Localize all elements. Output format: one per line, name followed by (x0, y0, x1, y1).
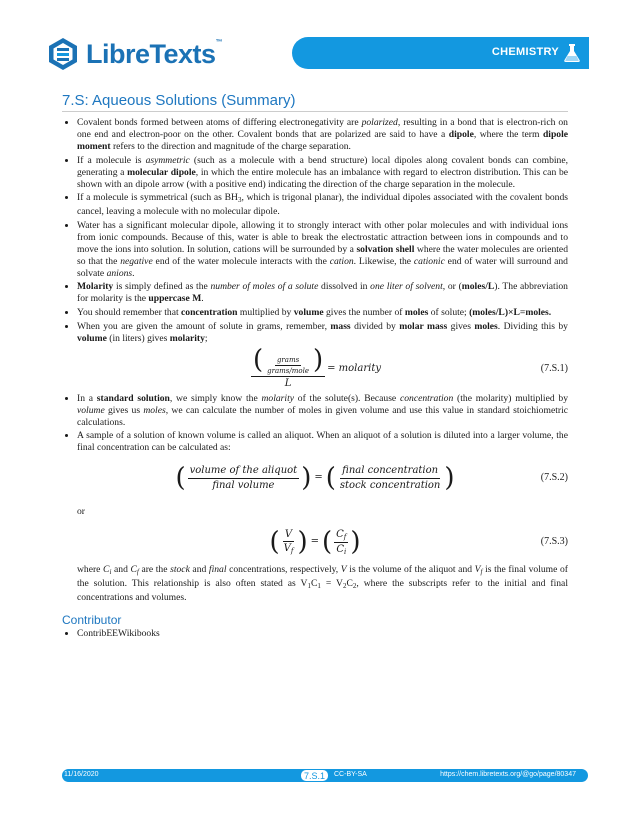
summary-bullet: • If a molecule is symmetrical (such as $BH_3$, which is trigonal planar), the individual dipoles associated with the covalent bonds cancel, leaving a molecule with no molecular dipole. (77, 192, 568, 218)
summary-bullet: • Covalent bonds formed between atoms of differing electronegativity are polarized, resulting in a bond that is electron-rich on one end and electron-poor on the other. Covalent bonds that are polarized are said to have a dipole, where the term dipole moment refers to the direction and magnitude of the charge separation. (77, 117, 568, 153)
equation-number: (7.S.1) (540, 362, 568, 374)
equation-7-S-3: ( $\frac{V}{V_f}$ ) = ( $\frac{C_f}{C_i}$ ) (7.S.3) (269, 527, 568, 558)
equation-7-S-1 (62, 347, 568, 391)
library-label: CHEMISTRY (491, 46, 559, 58)
footer-url-link[interactable]: https://chem.libretexts.org/@go/page/80347 (440, 771, 576, 778)
equation-number: (7.S.3) (540, 536, 568, 548)
equation-7-S-2: ( $\frac{\text{volume of the aliquot}}{\text{final volume}}$ ) = ( $\frac{\text{final concentration}}{\text{stock concentration}}$ ) (7.S.2) (175, 463, 568, 494)
library-banner[interactable] (292, 37, 589, 69)
summary-list-continued (62, 393, 568, 455)
page-header (0, 0, 630, 92)
eq1-rhs: = molarity (327, 362, 381, 374)
contributor-list (62, 628, 568, 640)
eq1-fraction: ( $\frac{\text{grams}}{\text{grams/mole}}$ ) L (252, 345, 324, 390)
footer-date: 11/16/2020 (64, 771, 99, 778)
closing-paragraph: where $C_i$ and $C_f$ are the stock and final concentrations, respectively, V is the volume of the aliquot and $V_f$ is the final volume of the solution. This relationship is also often stated as $V_1C_1 = V_2C_2$, where the subscripts refer to the initial and final concentrations and volumes. (77, 564, 568, 604)
summary-bullet: • A sample of a solution of known volume is called an aliquot. When an aliquot of a solution is diluted into a larger volume, the final concentration can be calculated as: (77, 430, 568, 454)
page-title: 7.S: Aqueous Solutions (Summary) (62, 92, 296, 109)
page-footer (62, 769, 588, 782)
summary-bullet: • If a molecule is asymmetric (such as a molecule with a bend structure) local dipoles along covalent bonds can combine, generating a molecular dipole, in which the entire molecule has an imbalance with regard to electron distribution. This can be shown with an dipole arrow (with a positive end) indicating the direction of the charge separation in the molecule. (77, 155, 568, 191)
summary-bullet: • Molarity is simply defined as the number of moles of a solute dissolved in one liter of solvent, or (moles/L). The abbreviation for molarity is the uppercase M. (77, 281, 568, 305)
summary-list (62, 117, 568, 345)
title-divider (62, 111, 568, 112)
footer-page-number: 7.S.1 (300, 769, 329, 782)
logo-text: LibreTexts™ (86, 38, 223, 69)
footer-license[interactable]: CC-BY-SA (334, 771, 367, 778)
summary-bullet: • When you are given the amount of solute in grams, remember, mass divided by molar mass gives moles. Dividing this by volume (in liters) gives molarity; (77, 321, 568, 345)
equation-number: (7.S.2) (540, 472, 568, 484)
summary-bullet: • You should remember that concentration multiplied by volume gives the number of moles of solute; (moles/L)×L=moles. (77, 307, 568, 319)
or-text: or (77, 506, 85, 518)
contributor-item[interactable]: • ContribEEWikibooks (77, 628, 568, 640)
page-content (62, 117, 568, 642)
summary-bullet: • In a standard solution, we simply know the molarity of the solute(s). Because concentration (the molarity) multiplied by volume gives us moles, we can calculate the number of moles in given volume and use this value in standard stoichiometric calculations. (77, 393, 568, 429)
libretexts-logo-icon (46, 37, 80, 71)
flask-icon (563, 43, 581, 63)
summary-bullet: • Water has a significant molecular dipole, allowing it to strongly interact with other polar molecules and with individual ions from ionic compounds. Because of this, water is able to break the electrostatic attraction between ions in compounds and to move the ions into solution. In solution, cations will be surrounded by a solvation shell where the water molecules are oriented so that the negative end of the water molecule interacts with the cation. Likewise, the cationic end of water will surround and solvate anions. (77, 220, 568, 280)
contributor-heading: Contributor (62, 613, 122, 628)
libretexts-logo[interactable] (46, 36, 222, 72)
